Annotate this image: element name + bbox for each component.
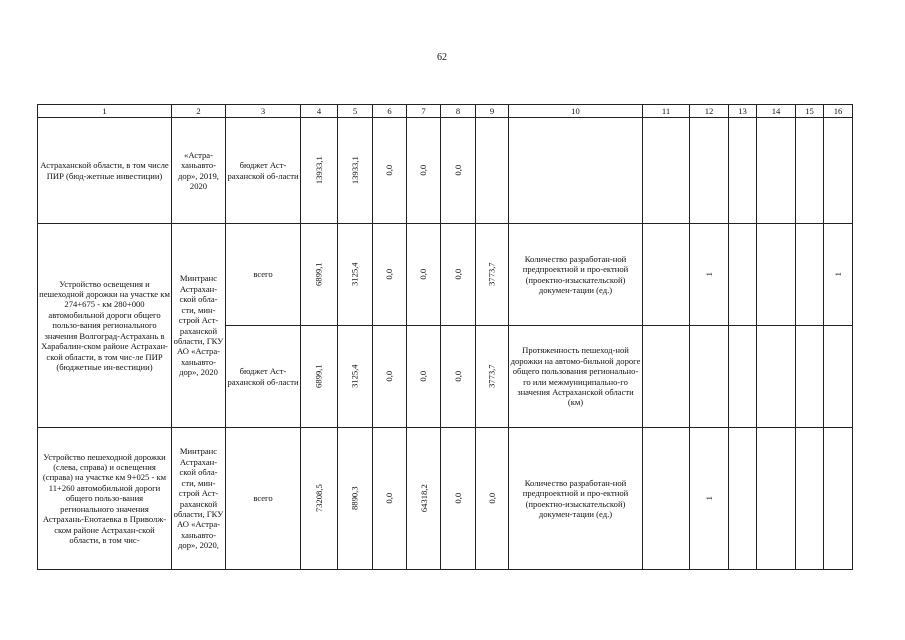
table-row xyxy=(38,118,853,224)
value-cell xyxy=(441,326,476,428)
blank-cell xyxy=(643,224,690,326)
col-header: 5 xyxy=(338,105,373,118)
table-row xyxy=(38,224,853,326)
col-header: 3 xyxy=(226,105,301,118)
value-text: 0,0 xyxy=(384,493,395,504)
value-text: 0,0 xyxy=(418,269,429,280)
blank-cell xyxy=(690,326,729,428)
value-text: 0,0 xyxy=(452,165,463,176)
object-name-cell: Астраханской области, в том числе ПИР (бюд-жетные инвестиции) xyxy=(38,118,172,224)
value-text: 1 xyxy=(832,272,843,277)
value-text: 0,0 xyxy=(486,493,497,504)
blank-cell xyxy=(824,326,853,428)
col-header: 10 xyxy=(509,105,643,118)
blank-cell xyxy=(643,428,690,570)
page-number: 62 xyxy=(437,52,447,63)
value-text: 1 xyxy=(703,496,714,501)
value-text: 13933,1 xyxy=(313,156,324,185)
value-text: 3125,4 xyxy=(349,262,360,287)
value-cell xyxy=(373,428,407,570)
value-text: 73208,5 xyxy=(313,484,324,513)
value-cell xyxy=(338,224,373,326)
blank-cell xyxy=(690,118,729,224)
value-cell xyxy=(476,428,509,570)
value-cell xyxy=(441,224,476,326)
value-text: 0,0 xyxy=(452,493,463,504)
funding-source-cell: бюджет Аст-раханской об-ласти xyxy=(226,326,301,428)
object-name-cell: Устройство пешеходной дорожки (слева, справа) и освещения (справа) на участке км 9+025 - км 11+260 автомобильной дороги общего пользо-вания регионального значения Астрахань-Енотаевка в Приволж-ском районе Астрахан-ской области, в том чис- xyxy=(38,428,172,570)
col-header: 6 xyxy=(373,105,407,118)
indicator-cell: Количество разработан-ной предпроектной и про-ектной (проектно-изыскательской) докумен-тации (ед.) xyxy=(509,428,643,570)
col-header: 15 xyxy=(796,105,824,118)
value-cell xyxy=(373,118,407,224)
blank-cell xyxy=(729,224,757,326)
value-text: 13933,1 xyxy=(349,156,360,185)
blank-cell xyxy=(796,326,824,428)
value-text: 0,0 xyxy=(452,371,463,382)
col-header: 7 xyxy=(407,105,441,118)
value-text: 64318,2 xyxy=(418,484,429,513)
value-text: 8890,3 xyxy=(349,486,360,511)
funding-source-cell: бюджет Аст-раханской об-ласти xyxy=(226,118,301,224)
value-text: 0,0 xyxy=(418,165,429,176)
col-header: 1 xyxy=(38,105,172,118)
value-cell xyxy=(441,118,476,224)
blank-cell xyxy=(757,326,796,428)
col-header: 11 xyxy=(643,105,690,118)
value-text: 0,0 xyxy=(418,371,429,382)
indicator-cell: Протяженность пешеход-ной дорожки на автомо-бильной дороге общего пользования регионально-го или межмуниципально-го значения Астраханской области (км) xyxy=(509,326,643,428)
blank-cell xyxy=(796,118,824,224)
value-text: 6899,1 xyxy=(313,364,324,389)
value-text: 1 xyxy=(703,272,714,277)
value-text: 6899,1 xyxy=(313,262,324,287)
value-cell xyxy=(476,224,509,326)
executor-cell: Минтранс Астрахан-ской обла-сти, мин-строй Аст-раханской области, ГКУ АО «Астра-ханьавто-дор», 2020, xyxy=(172,428,226,570)
blank-cell xyxy=(796,428,824,570)
value-cell xyxy=(407,326,441,428)
table-row xyxy=(38,428,853,570)
value-cell xyxy=(476,118,509,224)
col-header: 13 xyxy=(729,105,757,118)
blank-cell xyxy=(824,428,853,570)
value-cell xyxy=(338,118,373,224)
budget-table xyxy=(37,104,853,570)
value-cell xyxy=(301,224,338,326)
funding-source-cell: всего xyxy=(226,224,301,326)
object-name-cell: Устройство освещения и пешеходной дорожки на участке км 274+675 - км 280+000 автомобильной дороги общего пользо-вания регионального значения Волгоград-Астрахань в Харабалин-ском районе Астрахан-ской области, в том чис-ле ПИР (бюджетные ин-вестиции) xyxy=(38,224,172,428)
value-cell xyxy=(476,326,509,428)
value-cell xyxy=(407,118,441,224)
blank-cell xyxy=(729,118,757,224)
col-header: 16 xyxy=(824,105,853,118)
blank-cell xyxy=(757,224,796,326)
value-text: 3773,7 xyxy=(486,364,497,389)
value-cell xyxy=(373,224,407,326)
indicator-cell: Количество разработан-ной предпроектной и про-ектной (проектно-изыскательской) докумен-тации (ед.) xyxy=(509,224,643,326)
blank-cell xyxy=(796,224,824,326)
value-text: 3125,4 xyxy=(349,364,360,389)
value-cell xyxy=(301,428,338,570)
blank-cell xyxy=(757,428,796,570)
value-text: 0,0 xyxy=(384,165,395,176)
col-header: 14 xyxy=(757,105,796,118)
blank-cell xyxy=(757,118,796,224)
blank-cell xyxy=(729,428,757,570)
value-text: 3773,7 xyxy=(486,262,497,287)
executor-cell: «Астра-ханьавто-дор», 2019, 2020 xyxy=(172,118,226,224)
value-cell xyxy=(407,224,441,326)
value-text: 0,0 xyxy=(452,269,463,280)
header-row xyxy=(38,105,853,118)
value-cell xyxy=(824,224,853,326)
col-header: 8 xyxy=(441,105,476,118)
blank-cell xyxy=(643,326,690,428)
value-text: 0,0 xyxy=(384,371,395,382)
value-cell xyxy=(338,326,373,428)
indicator-cell xyxy=(509,118,643,224)
funding-source-cell: всего xyxy=(226,428,301,570)
value-cell xyxy=(338,428,373,570)
blank-cell xyxy=(729,326,757,428)
value-cell xyxy=(301,326,338,428)
value-cell xyxy=(373,326,407,428)
executor-cell: Минтранс Астрахан-ской обла-сти, мин-строй Аст-раханской области, ГКУ АО «Астра-ханьавто-дор», 2020 xyxy=(172,224,226,428)
value-cell xyxy=(690,224,729,326)
blank-cell xyxy=(824,118,853,224)
col-header: 2 xyxy=(172,105,226,118)
col-header: 4 xyxy=(301,105,338,118)
col-header: 9 xyxy=(476,105,509,118)
value-text: 0,0 xyxy=(384,269,395,280)
value-cell xyxy=(441,428,476,570)
value-cell xyxy=(690,428,729,570)
value-cell xyxy=(301,118,338,224)
col-header: 12 xyxy=(690,105,729,118)
blank-cell xyxy=(643,118,690,224)
value-cell xyxy=(407,428,441,570)
